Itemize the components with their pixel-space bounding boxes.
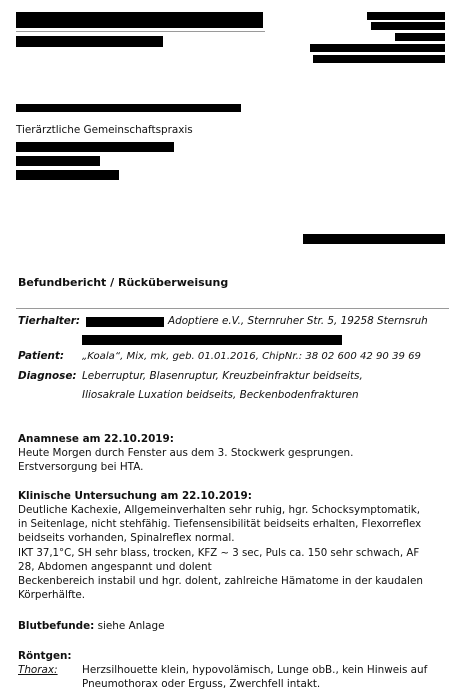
examination-line: Deutliche Kachexie, Allgemeinverhalten sehr ruhig, hgr. Schocksymptomatik,	[18, 504, 421, 516]
redacted-owner-address	[82, 335, 342, 345]
patient-text: „Koala“, Mix, mk, geb. 01.01.2016, ChipNr.: 38 02 600 42 90 39 69	[82, 351, 421, 362]
redacted-date	[303, 234, 445, 244]
redacted-sender-address	[16, 36, 163, 47]
anamnesis-line: Heute Morgen durch Fenster aus dem 3. Stockwerk gesprungen.	[18, 447, 354, 459]
redacted-contact-5	[313, 55, 445, 63]
blood-findings	[18, 620, 165, 633]
thorax-line: Herzsilhouette klein, hypovolämisch, Lunge obB., kein Hinweis auf	[82, 664, 428, 676]
redacted-return-address	[16, 104, 241, 112]
blood-text: siehe Anlage	[97, 620, 165, 632]
examination-line: beidseits vorhanden, Spinalreflex normal.	[18, 532, 235, 544]
redacted-contact-1	[367, 12, 445, 20]
redacted-sender-name	[16, 12, 263, 28]
anamnesis-line: Erstversorgung bei HTA.	[18, 461, 144, 473]
examination-heading: Klinische Untersuchung am 22.10.2019:	[18, 490, 252, 502]
diagnosis-line: Iliosakrale Luxation beidseits, Beckenbodenfrakturen	[82, 389, 359, 401]
redacted-recipient-line-2	[16, 156, 100, 166]
report-title: Befundbericht / Rücküberweisung	[18, 276, 229, 289]
diagnosis-line: Leberruptur, Blasenruptur, Kreuzbeinfraktur beidseits,	[82, 370, 363, 382]
recipient-practice-name: Tierärztliche Gemeinschaftspraxis	[16, 124, 193, 136]
thorax-line: Pneumothorax oder Erguss, Zwerchfell intakt.	[82, 678, 321, 690]
title-rule	[16, 308, 449, 309]
redacted-contact-2	[371, 22, 445, 30]
anamnesis-heading: Anamnese am 22.10.2019:	[18, 433, 174, 445]
blood-heading: Blutbefunde:	[18, 620, 95, 632]
redacted-recipient-line-3	[16, 170, 119, 180]
thorax-label: Thorax:	[18, 664, 58, 676]
owner-text: Adoptiere e.V., Sternruher Str. 5, 19258 Sternsruh	[168, 315, 428, 327]
xray-heading: Röntgen:	[18, 650, 72, 662]
redacted-recipient-line-1	[16, 142, 174, 152]
examination-line: IKT 37,1°C, SH sehr blass, trocken, KFZ ~ 3 sec, Puls ca. 150 sehr schwach, AF	[18, 548, 420, 559]
redacted-contact-3	[395, 33, 445, 41]
header-rule	[16, 31, 265, 32]
owner-label: Tierhalter:	[18, 315, 81, 327]
examination-line: in Seitenlage, nicht stehfähig. Tiefensensibilität beidseits erhalten, Flexorreflex	[18, 519, 422, 530]
examination-line: 28, Abdomen angespannt und dolent	[18, 561, 212, 573]
redacted-contact-4	[310, 44, 445, 52]
examination-line: Körperhälfte.	[18, 589, 86, 601]
examination-line: Beckenbereich instabil und hgr. dolent, zahlreiche Hämatome in der kaudalen	[18, 575, 423, 587]
redacted-owner-name	[86, 317, 164, 327]
diagnosis-label: Diagnose:	[18, 370, 77, 382]
patient-label: Patient:	[18, 350, 65, 362]
